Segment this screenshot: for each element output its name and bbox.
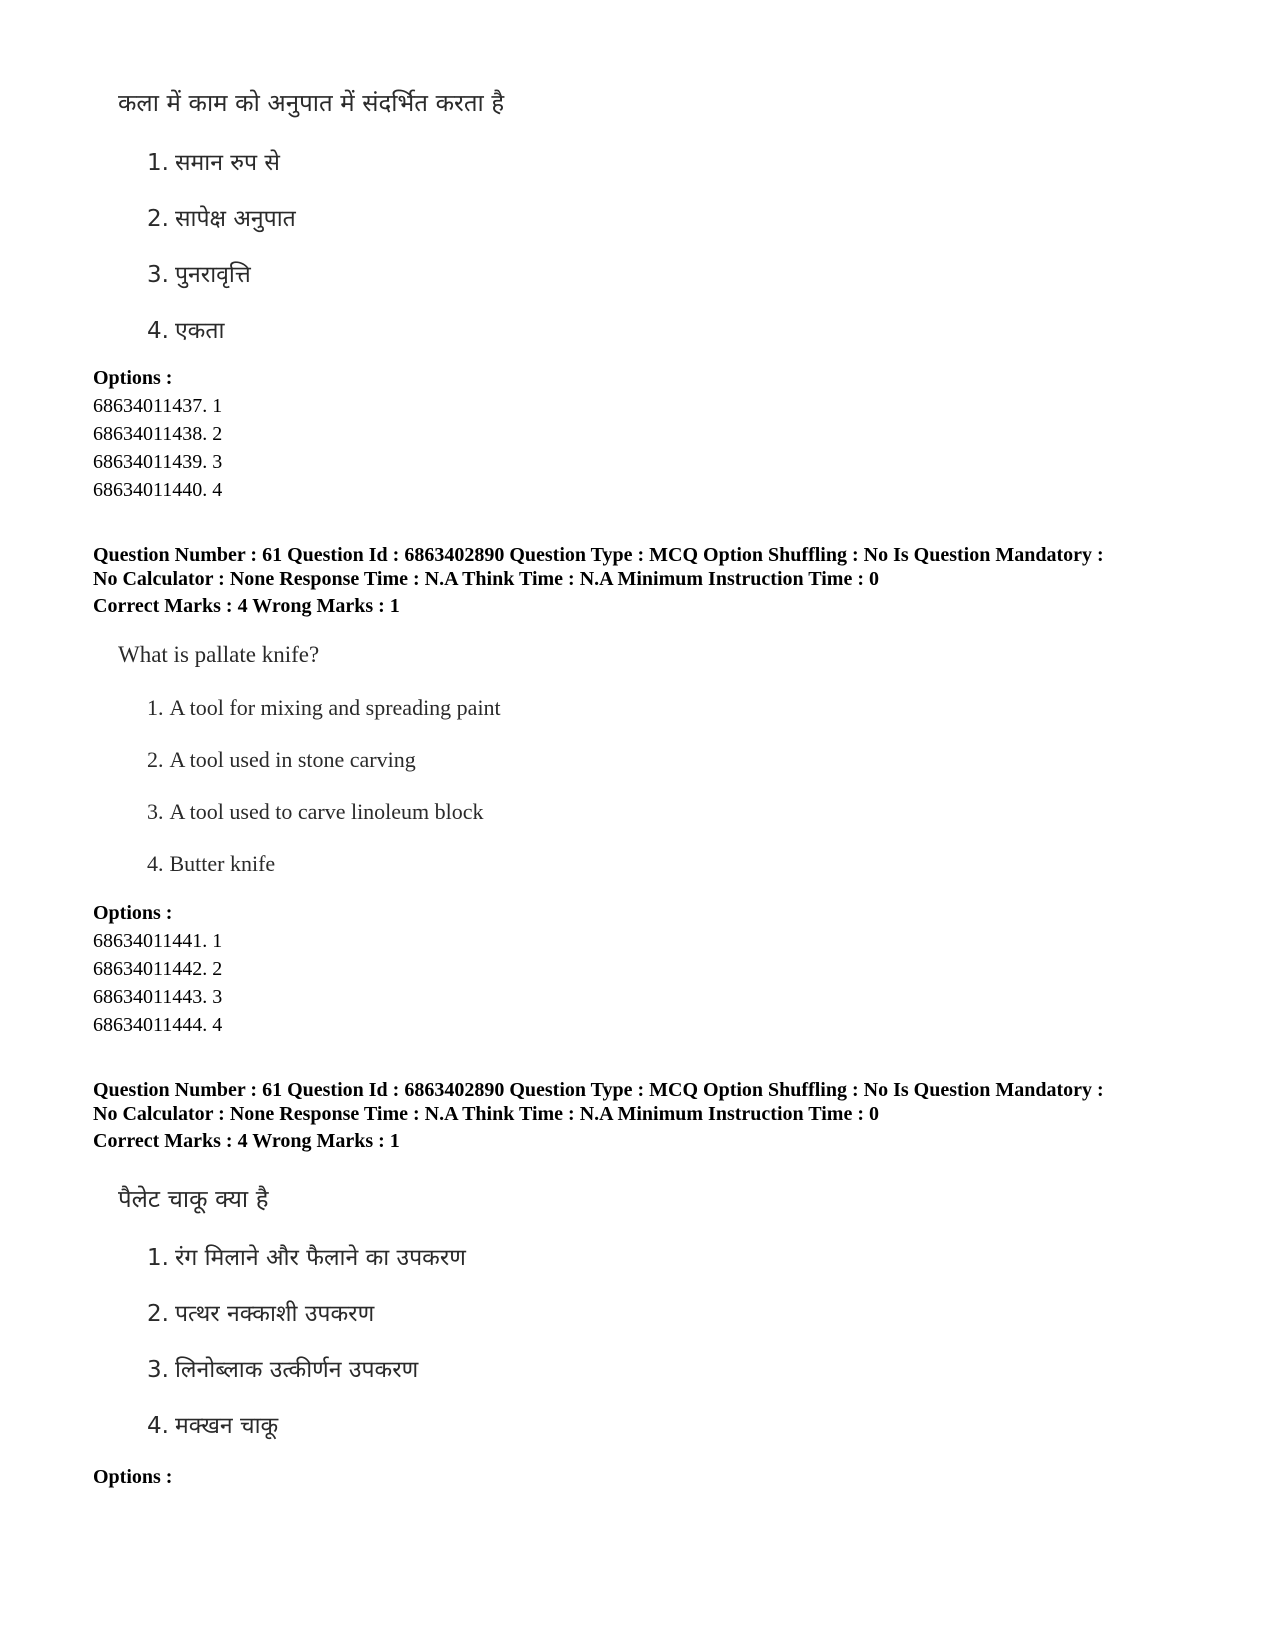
choice-number: 2. <box>147 747 164 772</box>
choice-text: सापेक्ष अनुपात <box>174 206 296 232</box>
question-meta-line: Question Number : 61 Question Id : 6863402890 Question Type : MCQ Option Shuffling : No Is Question Mandatory : <box>93 544 1104 566</box>
choice-number: 2. <box>147 206 169 232</box>
choice-text: A tool for mixing and spreading paint <box>169 695 501 720</box>
choice-number: 3. <box>147 799 164 824</box>
marks-line: Correct Marks : 4 Wrong Marks : 1 <box>93 1130 400 1152</box>
choice-number: 1. <box>147 695 164 720</box>
choice-number: 4. <box>147 851 164 876</box>
question-text-hindi: कला में काम को अनुपात में संदर्भित करता है <box>118 89 505 117</box>
option-id-row: 68634011437. 1 <box>93 395 223 417</box>
choice-2 <box>147 747 416 773</box>
choice-text: A tool used to carve linoleum block <box>169 799 484 824</box>
question-meta <box>93 1078 1104 1126</box>
options-label: Options : <box>93 367 173 389</box>
choice-text: समान रुप से <box>174 150 280 176</box>
choice-1 <box>147 1240 466 1272</box>
choice-number: 1. <box>147 1245 169 1271</box>
option-id-row: 68634011441. 1 <box>93 930 223 952</box>
choice-text: मक्खन चाकू <box>174 1413 279 1439</box>
choice-text: एकता <box>174 318 225 344</box>
question-meta-line: Question Number : 61 Question Id : 6863402890 Question Type : MCQ Option Shuffling : No Is Question Mandatory : <box>93 1079 1104 1101</box>
choice-4 <box>147 1408 278 1440</box>
marks-line: Correct Marks : 4 Wrong Marks : 1 <box>93 595 400 617</box>
choice-2 <box>147 201 296 233</box>
choice-number: 3. <box>147 262 169 288</box>
choice-text: रंग मिलाने और फैलाने का उपकरण <box>174 1245 466 1271</box>
choice-text: A tool used in stone carving <box>169 747 416 772</box>
question-text-hindi: पैलेट चाकू क्या है <box>118 1185 269 1213</box>
question-meta <box>93 543 1104 591</box>
option-id-row: 68634011440. 4 <box>93 479 223 501</box>
choice-2 <box>147 1296 374 1328</box>
choice-text: Butter knife <box>169 851 276 876</box>
choice-1 <box>147 145 280 177</box>
choice-text: पुनरावृत्ति <box>174 262 251 288</box>
option-id-row: 68634011439. 3 <box>93 451 223 473</box>
option-id-row: 68634011442. 2 <box>93 958 223 980</box>
choice-4 <box>147 851 275 877</box>
option-id-row: 68634011438. 2 <box>93 423 223 445</box>
choice-4 <box>147 313 224 345</box>
choice-text: लिनोब्लाक उत्कीर्णन उपकरण <box>174 1357 419 1383</box>
choice-text: पत्थर नक्काशी उपकरण <box>174 1301 375 1327</box>
question-text: What is pallate knife? <box>118 642 320 667</box>
choice-number: 2. <box>147 1301 169 1327</box>
choice-number: 4. <box>147 1413 169 1439</box>
options-label: Options : <box>93 1466 173 1488</box>
choice-number: 1. <box>147 150 169 176</box>
choice-3 <box>147 799 484 825</box>
question-meta-line: No Calculator : None Response Time : N.A Think Time : N.A Minimum Instruction Time : 0 <box>93 1103 879 1125</box>
choice-1 <box>147 695 501 721</box>
option-id-row: 68634011443. 3 <box>93 986 223 1008</box>
choice-number: 3. <box>147 1357 169 1383</box>
choice-3 <box>147 1352 418 1384</box>
choice-3 <box>147 257 251 289</box>
question-meta-line: No Calculator : None Response Time : N.A Think Time : N.A Minimum Instruction Time : 0 <box>93 568 879 590</box>
choice-number: 4. <box>147 318 169 344</box>
options-label: Options : <box>93 902 173 924</box>
option-id-row: 68634011444. 4 <box>93 1014 223 1036</box>
